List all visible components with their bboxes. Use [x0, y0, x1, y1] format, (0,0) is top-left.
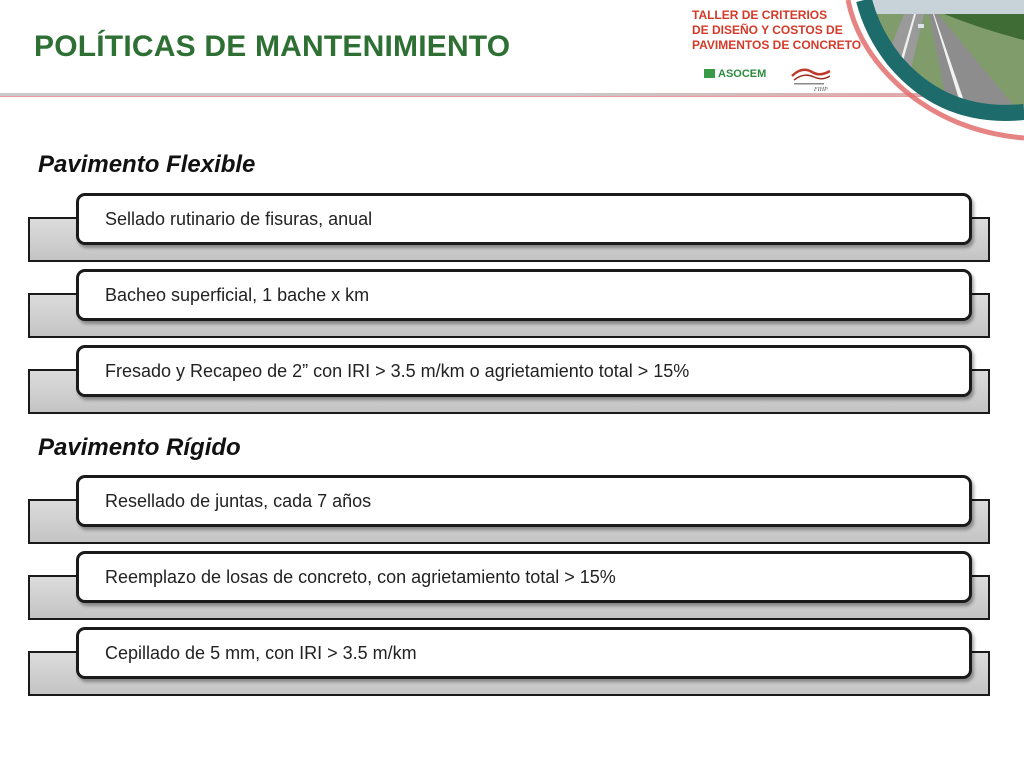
- section-heading-flexible: Pavimento Flexible: [38, 151, 256, 178]
- asocem-logo: [704, 68, 766, 80]
- list-item-card: [76, 551, 972, 603]
- list-item: [28, 551, 990, 621]
- list-item-card: [76, 475, 972, 527]
- list-item-text: Bacheo superficial, 1 bache x km: [105, 285, 370, 305]
- fihp-logo: [788, 62, 834, 92]
- list-item-card: [76, 193, 972, 245]
- list-item: [28, 193, 990, 263]
- list-item: [28, 269, 990, 339]
- asocem-logo-text: ASOCEM: [718, 68, 767, 80]
- list-item: [28, 475, 990, 545]
- list-item-card: [76, 627, 972, 679]
- page-title: POLÍTICAS DE MANTENIMIENTO: [34, 30, 511, 63]
- list-item-card: [76, 345, 972, 397]
- list-item-text: Fresado y Recapeo de 2” con IRI > 3.5 m/km o agrietamiento total > 15%: [105, 361, 690, 381]
- list-item-text: Reemplazo de losas de concreto, con agrietamiento total > 15%: [105, 567, 616, 587]
- list-item-text: Cepillado de 5 mm, con IRI > 3.5 m/km: [105, 643, 417, 663]
- brand-line-3: PAVIMENTOS DE CONCRETO: [692, 38, 862, 52]
- asocem-mark-icon: [704, 69, 715, 78]
- section-heading-rigido: Pavimento Rígido: [38, 434, 241, 461]
- list-item-text: Sellado rutinario de fisuras, anual: [105, 209, 373, 229]
- fihp-logo-text: FIHP: [814, 87, 828, 92]
- brand-line-1: TALLER DE CRITERIOS: [692, 8, 828, 22]
- list-item: [28, 627, 990, 697]
- list-item-card: [76, 269, 972, 321]
- highway-photo: [834, 0, 1024, 150]
- sponsor-logos: [700, 62, 850, 92]
- brand-line-2: DE DISEÑO Y COSTOS DE: [692, 23, 843, 37]
- list-item-text: Resellado de juntas, cada 7 años: [105, 491, 372, 511]
- list-item: [28, 345, 990, 415]
